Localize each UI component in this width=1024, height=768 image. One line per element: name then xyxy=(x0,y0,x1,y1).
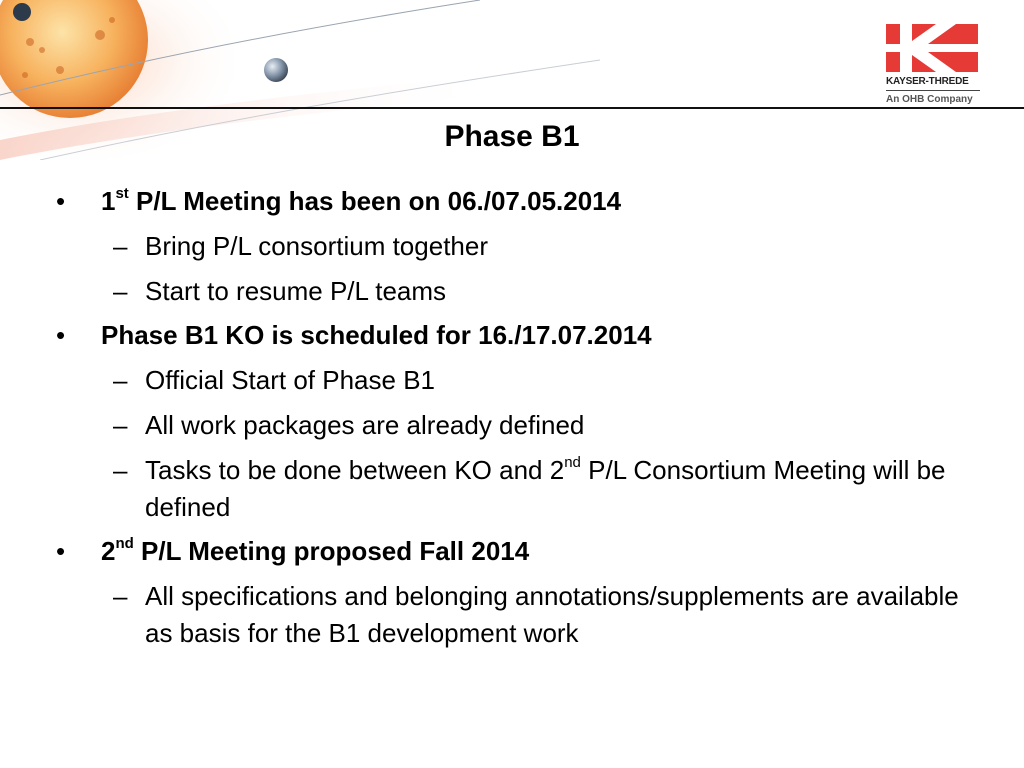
bullet-marker: • xyxy=(56,186,66,216)
sub-bullet-text xyxy=(145,455,946,522)
sub-bullet-item xyxy=(56,407,976,444)
sub-bullet-item xyxy=(56,273,976,310)
dash-marker: – xyxy=(113,455,128,485)
sub-bullet-item xyxy=(56,362,976,399)
sub-bullet-text-rest: P/L Consortium Meeting will be defined xyxy=(145,455,946,522)
logo-divider xyxy=(886,90,980,91)
bullet-text-rest: P/L Meeting proposed Fall 2014 xyxy=(133,536,530,566)
sub-bullet-text: Bring P/L consortium together xyxy=(145,231,488,261)
planet-icon xyxy=(264,58,288,82)
dash-marker: – xyxy=(113,365,128,395)
kayser-threde-k-logo-icon xyxy=(886,24,978,72)
dash-marker: – xyxy=(113,410,128,440)
sub-bullet-item xyxy=(56,228,976,265)
bullet-text xyxy=(101,536,529,566)
sub-bullet-text-prefix: Tasks to be done between KO and 2 xyxy=(145,455,565,485)
ordinal-suffix: st xyxy=(115,185,129,203)
sub-bullet-item xyxy=(56,578,976,652)
company-name: KAYSER-THREDE xyxy=(886,76,969,87)
company-logo xyxy=(886,24,980,105)
sub-bullet-text: All specifications and belonging annotations/supplements are available as basis for the B1 development work xyxy=(145,581,959,648)
slide-content xyxy=(56,184,976,660)
dash-marker: – xyxy=(113,231,128,261)
dash-marker: – xyxy=(113,276,128,306)
dash-marker: – xyxy=(113,581,128,611)
sub-bullet-text: Start to resume P/L teams xyxy=(145,276,447,306)
bullet-marker: • xyxy=(56,320,66,350)
bullet-item xyxy=(56,318,976,352)
sub-bullet-text: Official Start of Phase B1 xyxy=(145,365,435,395)
bullet-text xyxy=(101,186,621,216)
bullet-text-prefix: 2 xyxy=(101,536,116,566)
bullet-text: Phase B1 KO is scheduled for 16./17.07.2014 xyxy=(101,320,652,350)
bullet-marker: • xyxy=(56,536,66,566)
bullet-text-prefix: 1 xyxy=(101,186,116,216)
bullet-item xyxy=(56,184,976,218)
bullet-text-rest: P/L Meeting has been on 06./07.05.2014 xyxy=(128,186,622,216)
sub-bullet-text: All work packages are already defined xyxy=(145,410,585,440)
ordinal-suffix: nd xyxy=(564,454,581,472)
ordinal-suffix: nd xyxy=(115,535,134,553)
sub-bullet-item xyxy=(56,452,976,526)
company-subtitle: An OHB Company xyxy=(886,94,973,105)
slide-title: Phase B1 xyxy=(444,120,580,153)
dark-planet-icon xyxy=(13,3,31,21)
header-divider xyxy=(0,107,1024,109)
bullet-item xyxy=(56,534,976,568)
